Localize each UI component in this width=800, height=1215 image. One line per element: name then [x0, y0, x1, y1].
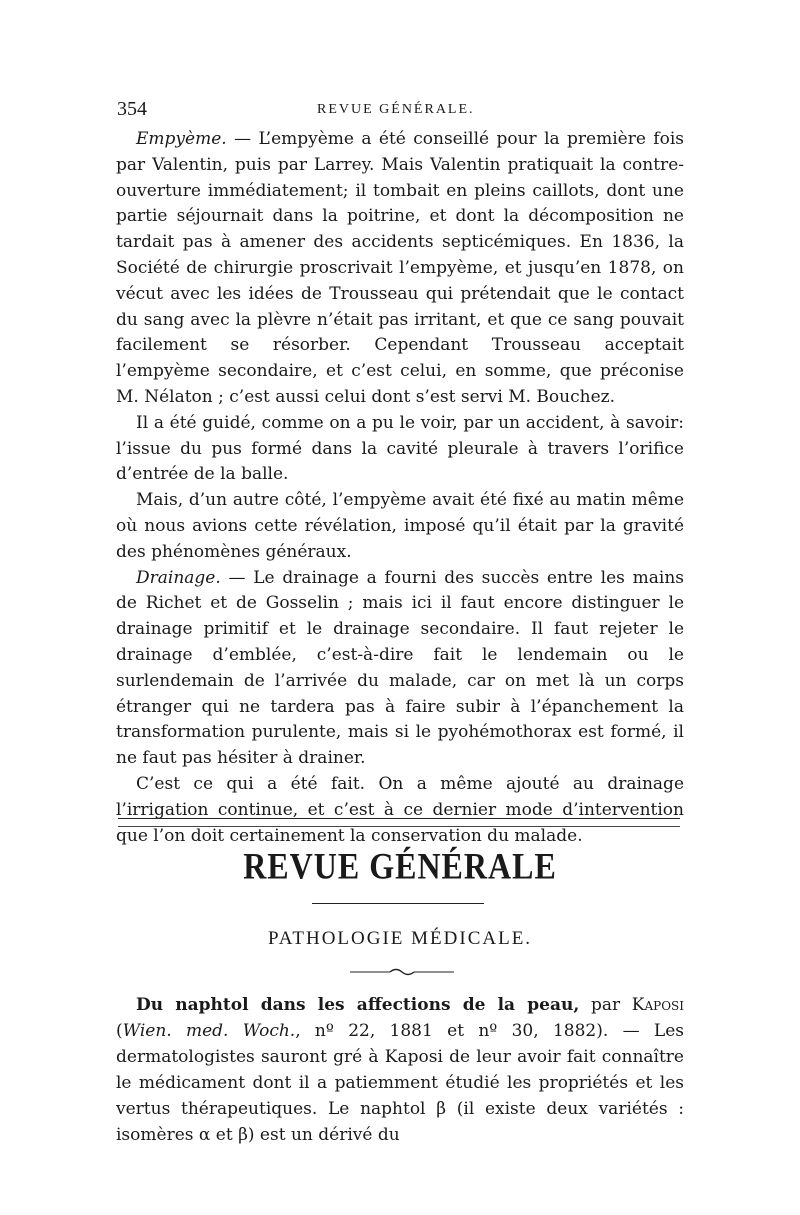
paragraph: Mais, d’un autre côté, l’empyème avait été fixé au matin même où nous avions cette révélation, imposé qu’il était par la gravité des phénomènes généraux.: [116, 490, 684, 562]
article: [116, 992, 684, 1148]
paragraph-label-drainage: Drainage.: [136, 567, 221, 588]
section-title: REVUE GÉNÉRALE: [243, 845, 557, 887]
running-title: REVUE GÉNÉRALE.: [317, 102, 475, 117]
paragraph-label-empyeme: Empyème.: [136, 129, 227, 149]
article-body: — Les dermatologistes sauront gré à Kaposi de leur avoir fait connaître le médicament dont il a patiemment étudié les propriétés et les vertus thérapeutiques. Le naphtol β (il existe deux variétés : isomères α et β) est un dérivé du: [116, 1021, 684, 1145]
paragraph: C’est ce qui a été fait. On a même ajouté au drainage l’irrigation continue, et c’est à ce dernier mode d’intervention que l’on doit certainement la conservation du malade.: [116, 773, 684, 846]
paragraph: Il a été guidé, comme on a pu le voir, par un accident, à savoir: l’issue du pus formé dans la cavité pleurale à travers l’orifice d’entrée de la balle.: [116, 412, 684, 485]
ornament-divider-icon: [350, 966, 454, 978]
title-underline: [312, 903, 484, 904]
article-title: Du naphtol dans les affections de la peau,: [136, 995, 580, 1015]
journal-name: Wien. med. Woch.: [122, 1021, 296, 1041]
paragraph-text-drainage: — Le drainage a fourni des succès entre les mains de Richet et de Gosselin ; mais ici il faut encore distinguer le drainage primitif et le drainage secondaire. Il faut rejeter le drainage d’emblée, c’est-à-dire fait le lendemain ou le surlendemain de l’arrivée du malade, car on met là un corps étranger qui ne tardera pas à faire subir à l’épanchement la transformation purulente, mais si le pyohémothorax est formé, il ne faut pas hésiter à drainer.: [116, 567, 684, 769]
running-head: [117, 98, 687, 126]
paragraph-drainage: [116, 566, 684, 772]
citation-open: (: [116, 1021, 123, 1041]
paragraph-empyeme: [116, 127, 684, 411]
body-text: [116, 127, 684, 849]
article-author: Kaposi: [631, 995, 685, 1015]
page-number: 354: [117, 98, 147, 120]
section-divider-rule: [118, 818, 680, 819]
article-paragraph: [116, 992, 684, 1148]
citation-details: , nº 22, 1881 et nº 30, 1882).: [295, 1021, 609, 1041]
paragraph-text-empyeme: — L’empyème a été conseillé pour la première fois par Valentin, puis par Larrey. Mais Valentin pratiquait la contre-ouverture immédiatement; il tombait en pleins caillots, dont une partie séjournait dans la poitrine, et dont la décomposition ne tardait pas à amener des accidents septicémiques. En 1836, la Société de chirurgie proscrivait l’empyème, et jusqu’en 1878, on vécut avec les idées de Trousseau qui prétendait que le contact du sang avec la plèvre n’était pas irritant, et que ce sang pouvait facilement se résorber. Cependant Trousseau acceptait l’empyème secondaire, et c’est celui, en somme, que préconise M. Nélaton ; c’est aussi celui dont s’est servi M. Bouchez.: [116, 129, 684, 407]
subsection-title: PATHOLOGIE MÉDICALE.: [267, 928, 533, 949]
article-by: par: [579, 995, 632, 1015]
section-divider-rule-thin: [118, 826, 680, 827]
